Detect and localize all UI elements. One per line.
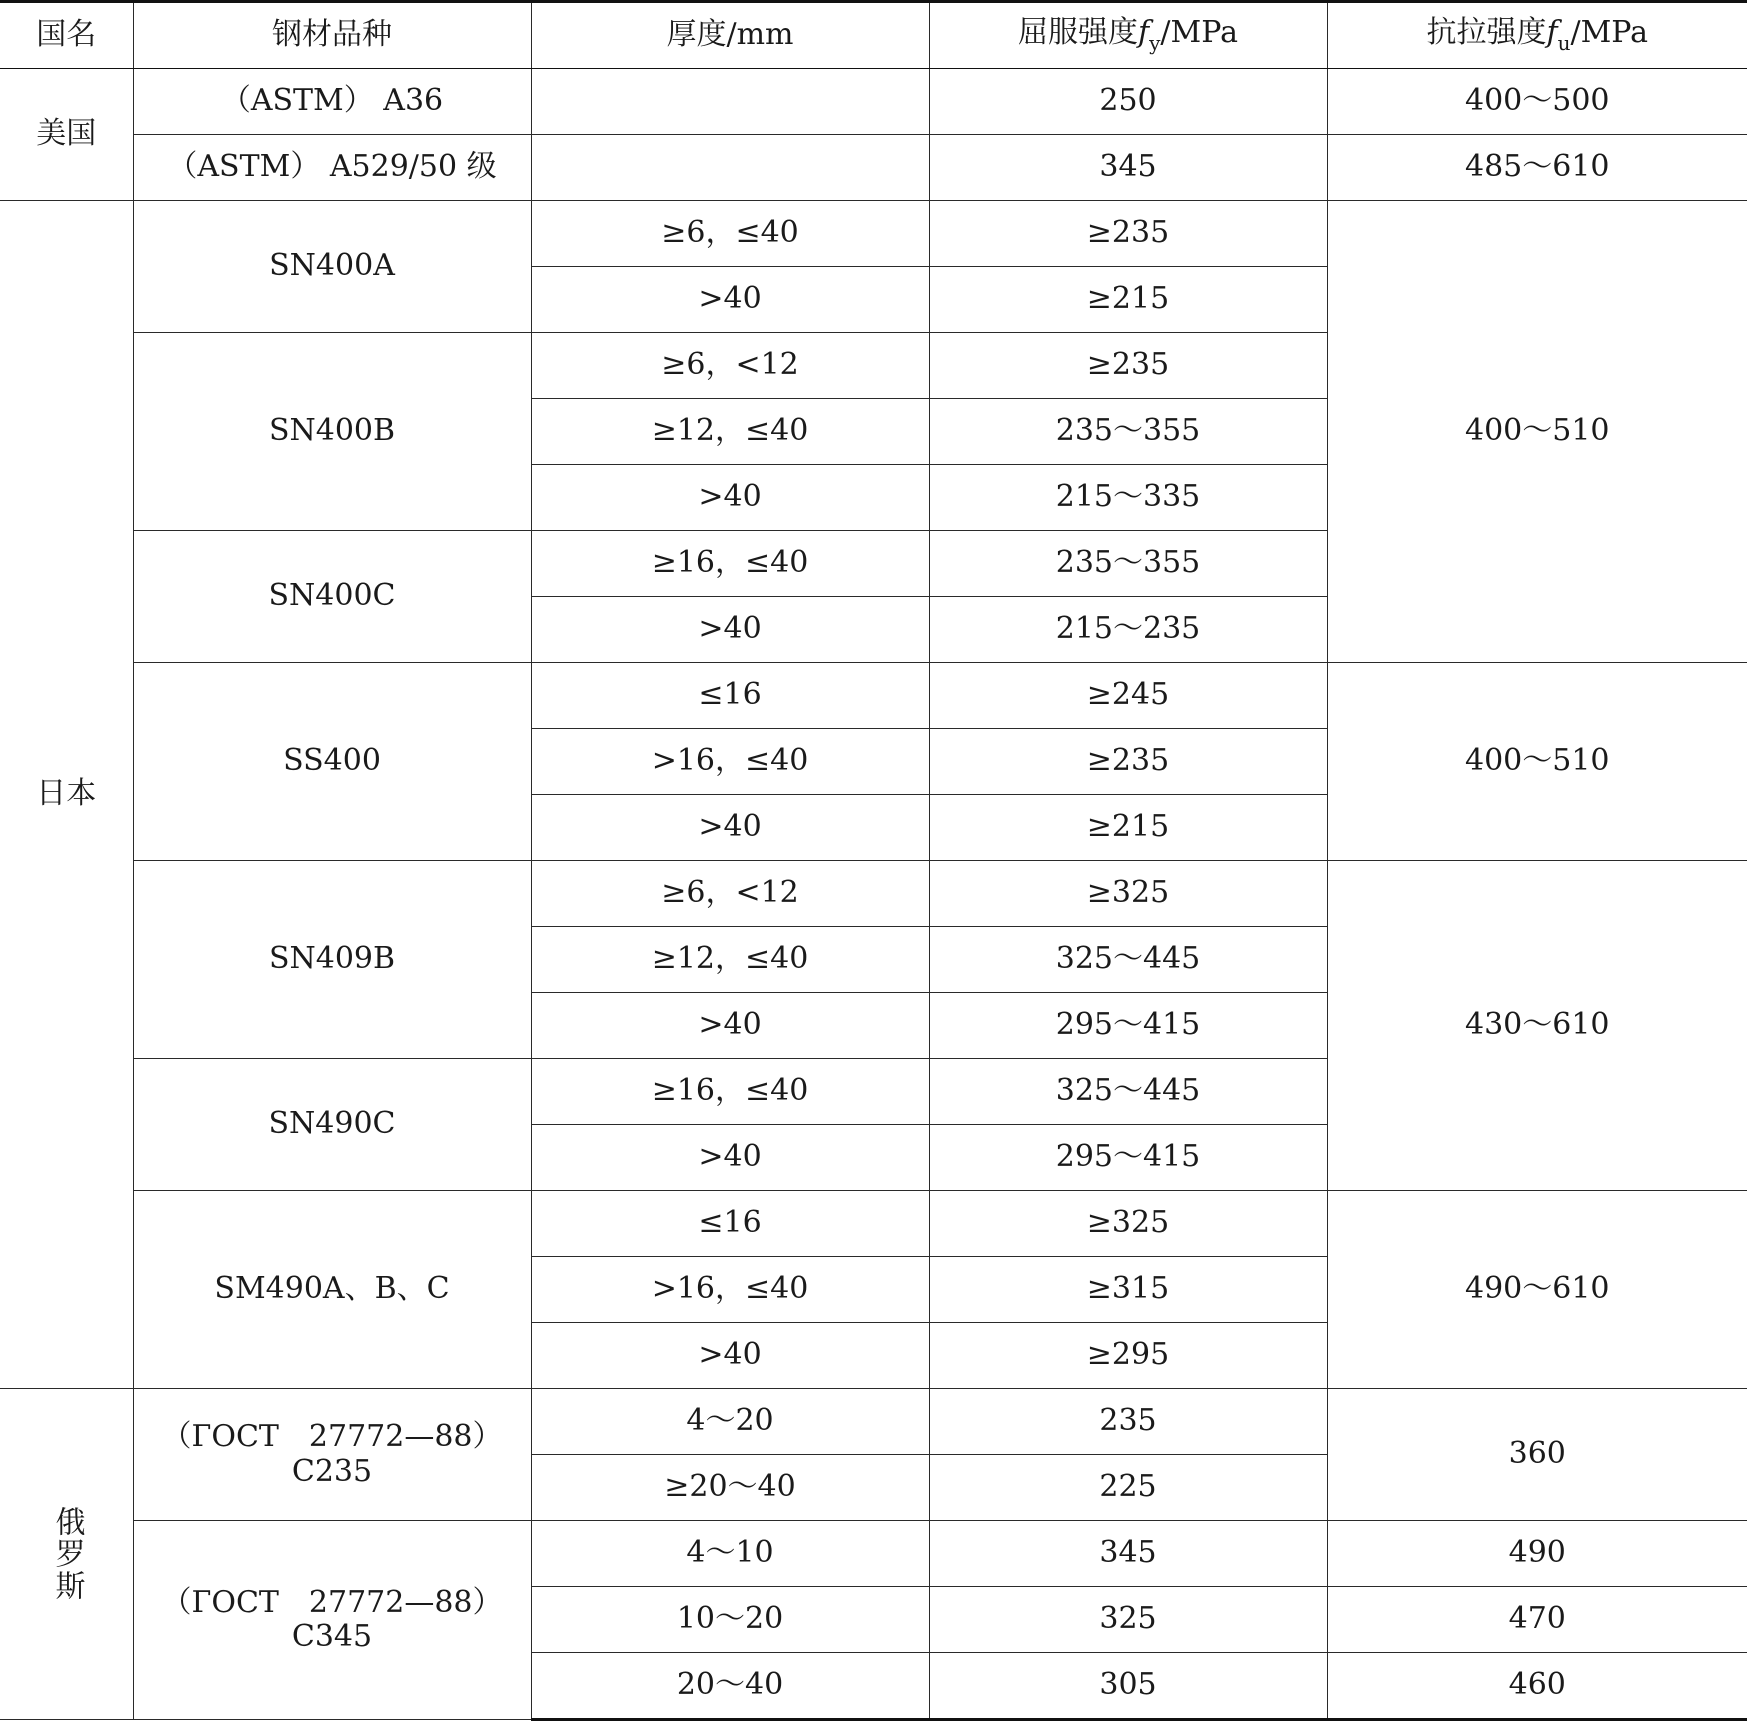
header-thickness: 厚度/mm [531,2,929,69]
thickness-cell: ≥6，<12 [531,861,929,927]
thickness-cell: >40 [531,795,929,861]
grade-cell [133,1521,531,1720]
tensile-cell: 430～610 [1327,861,1747,1191]
tensile-cell: 490～610 [1327,1191,1747,1389]
thickness-cell [531,135,929,201]
yield-cell: 345 [929,1521,1327,1587]
grade-cell: SN409B [133,861,531,1059]
table-row [0,1191,1747,1257]
yield-cell: 325～445 [929,927,1327,993]
yield-cell: 250 [929,69,1327,135]
thickness-cell: 20～40 [531,1653,929,1720]
thickness-cell: 4～10 [531,1521,929,1587]
grade-cell: （ASTM） A529/50 级 [133,135,531,201]
thickness-cell: >40 [531,1125,929,1191]
thickness-cell: ≥12，≤40 [531,927,929,993]
header-yield-sub: y [1149,31,1161,55]
yield-cell: 235～355 [929,531,1327,597]
thickness-cell: >40 [531,1323,929,1389]
grade-standard: （ГОСТ 27772—88） [161,1419,503,1454]
country-russia-label: 俄罗斯 [49,1506,85,1602]
thickness-cell: >40 [531,465,929,531]
tensile-cell: 490 [1327,1521,1747,1587]
thickness-cell: ≥20～40 [531,1455,929,1521]
yield-cell: 295～415 [929,1125,1327,1191]
header-country: 国名 [0,2,133,69]
yield-cell: 305 [929,1653,1327,1720]
header-yield-unit: /MPa [1160,15,1238,50]
header-yield-prefix: 屈服强度 [1018,15,1138,50]
yield-cell: ≥315 [929,1257,1327,1323]
header-tensile-prefix: 抗拉强度 [1426,15,1547,50]
yield-cell: 225 [929,1455,1327,1521]
yield-cell: 235～355 [929,399,1327,465]
country-japan: 日本 [0,201,133,1389]
yield-cell: ≥215 [929,267,1327,333]
yield-cell: ≥295 [929,1323,1327,1389]
country-russia [0,1389,133,1720]
table-row [0,69,1747,135]
thickness-cell: 4～20 [531,1389,929,1455]
header-tensile-sub: u [1557,31,1571,55]
yield-cell: 215～335 [929,465,1327,531]
table-row [0,201,1747,267]
yield-cell: 345 [929,135,1327,201]
yield-cell: 215～235 [929,597,1327,663]
grade-cell: SS400 [133,663,531,861]
thickness-cell [531,69,929,135]
header-grade: 钢材品种 [133,2,531,69]
yield-cell: ≥235 [929,729,1327,795]
header-tensile-strength [1327,2,1747,69]
yield-cell: ≥235 [929,201,1327,267]
thickness-cell: ≤16 [531,1191,929,1257]
tensile-cell: 400～500 [1327,69,1747,135]
yield-cell: ≥245 [929,663,1327,729]
header-yield-symbol: f [1138,15,1150,50]
thickness-cell: ≥16，≤40 [531,531,929,597]
grade-cell: SN400C [133,531,531,663]
header-tensile-unit: /MPa [1570,15,1649,50]
header-tensile-symbol: f [1546,15,1558,50]
tensile-cell: 470 [1327,1587,1747,1653]
grade-cell [133,1389,531,1521]
yield-cell: 295～415 [929,993,1327,1059]
thickness-cell: 10～20 [531,1587,929,1653]
tensile-cell: 360 [1327,1389,1747,1521]
thickness-cell: ≥12，≤40 [531,399,929,465]
grade-cell: （ASTM） A36 [133,69,531,135]
tensile-cell: 485～610 [1327,135,1747,201]
yield-cell: ≥325 [929,1191,1327,1257]
country-usa: 美国 [0,69,133,201]
grade-cell: SN400B [133,333,531,531]
grade-cell: SN490C [133,1059,531,1191]
yield-cell: ≥235 [929,333,1327,399]
yield-cell: 325～445 [929,1059,1327,1125]
thickness-cell: >40 [531,267,929,333]
grade-cell: SN400A [133,201,531,333]
thickness-cell: ≥6，<12 [531,333,929,399]
thickness-cell: >40 [531,597,929,663]
grade-cell: SM490A、B、C [133,1191,531,1389]
header-row [0,2,1747,69]
thickness-cell: >16，≤40 [531,729,929,795]
table-row [0,861,1747,927]
grade-name: C235 [291,1453,373,1489]
yield-cell: ≥215 [929,795,1327,861]
thickness-cell: >16，≤40 [531,1257,929,1323]
table-row [0,135,1747,201]
grade-name: C345 [291,1619,373,1654]
tensile-cell: 400～510 [1327,663,1747,861]
tensile-cell: 460 [1327,1653,1747,1720]
thickness-cell: >40 [531,993,929,1059]
tensile-cell: 400～510 [1327,201,1747,663]
grade-standard: （ГОСТ 27772—88） [161,1584,503,1620]
yield-cell: 235 [929,1389,1327,1455]
yield-cell: 325 [929,1587,1327,1653]
table-row [0,663,1747,729]
thickness-cell: ≤16 [531,663,929,729]
thickness-cell: ≥6，≤40 [531,201,929,267]
yield-cell: ≥325 [929,861,1327,927]
table-row [0,1389,1747,1455]
table-row [0,1521,1747,1587]
header-yield-strength [929,2,1327,69]
thickness-cell: ≥16，≤40 [531,1059,929,1125]
